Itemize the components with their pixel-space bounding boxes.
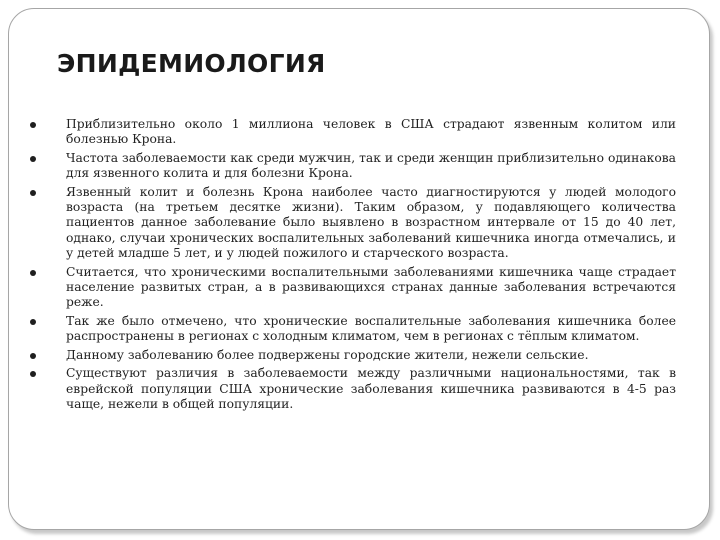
bullet-marker-icon <box>30 371 36 377</box>
bullet-item <box>28 151 676 182</box>
bullet-text: Данному заболеванию более подвержены городские жители, нежели сельские. <box>66 347 589 362</box>
bullet-item <box>28 314 676 345</box>
bullet-marker-icon <box>30 319 36 325</box>
bullet-item <box>28 117 676 148</box>
bullet-marker-icon <box>30 270 36 276</box>
bullet-item <box>28 185 676 262</box>
bullet-marker-icon <box>30 353 36 359</box>
bullet-list <box>28 117 676 415</box>
bullet-item <box>28 348 676 363</box>
bullet-text: Существуют различия в заболеваемости между различными национальностями, так в еврейской популяции США хронические заболевания кишечника развиваются в 4-5 раз чаще, нежели в общей популяции. <box>66 366 676 411</box>
bullet-text: Так же было отмечено, что хронические воспалительные заболевания кишечника более распространены в регионах с холодным климатом, чем в регионах с тёплым климатом. <box>66 313 676 344</box>
bullet-marker-icon <box>30 122 36 128</box>
bullet-item <box>28 265 676 311</box>
bullet-text: Частота заболеваемости как среди мужчин, так и среди женщин приблизительно одинакова для язвенного колита и для болезни Крона. <box>66 150 676 181</box>
bullet-text: Приблизительно около 1 миллиона человек в США страдают язвенным колитом или болезнью Крона. <box>66 117 676 147</box>
slide-title: ЭПИДЕМИОЛОГИЯ <box>57 49 326 78</box>
bullet-marker-icon <box>30 190 36 196</box>
bullet-item <box>28 366 676 412</box>
bullet-text: Считается, что хроническими воспалительными заболеваниями кишечника чаще страдает население развитых стран, а в развивающихся странах данные заболевания встречаются реже. <box>66 264 676 310</box>
bullet-marker-icon <box>30 156 36 162</box>
bullet-text: Язвенный колит и болезнь Крона наиболее часто диагностируются у людей молодого возраста (на третьем десятке жизни). Таким образом, у подавляющего количества пациентов данное заболевание было выявлено в возрастном интервале от 15 до 40 лет, однако, случаи хронических воспалительных заболеваний кишечника иногда отмечались, и у детей младше 5 лет, и у людей пожилого и старческого возраста. <box>66 184 676 261</box>
